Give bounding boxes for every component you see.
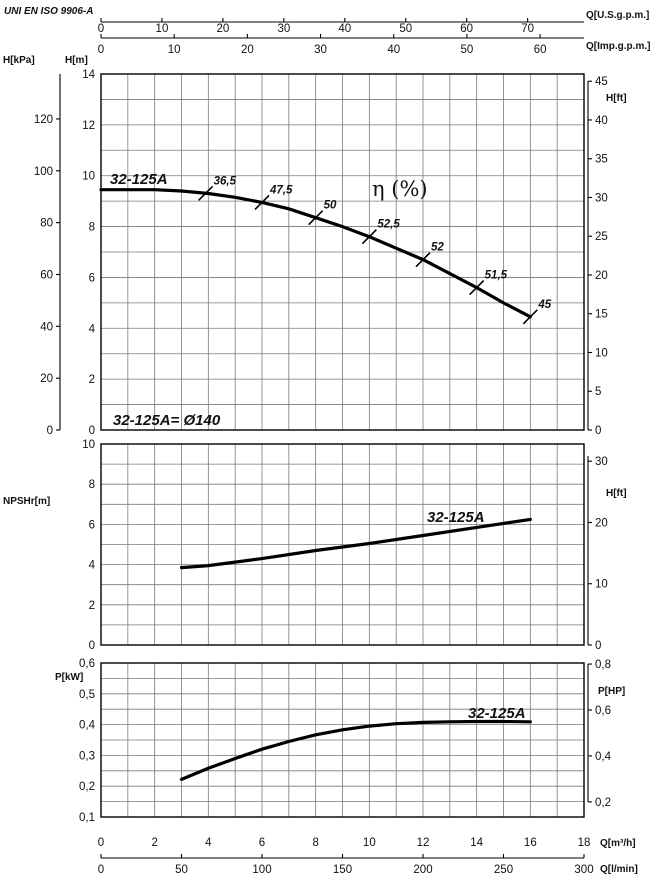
- hm-tick-label: 12: [82, 119, 95, 132]
- impgpm-tick-label: 60: [533, 44, 547, 56]
- lmin-tick-label: 0: [97, 864, 105, 876]
- usgpm-axis-label: Q[U.S.g.p.m.]: [586, 10, 650, 21]
- impgpm-tick-label: 0: [97, 44, 105, 56]
- m3h-tick-label: 10: [362, 837, 376, 849]
- hp-tick-label: 0,2: [595, 796, 611, 809]
- efficiency-label: 52,5: [377, 218, 400, 231]
- kpa-tick-label: 100: [33, 165, 53, 178]
- usgpm-tick-label: 20: [216, 23, 230, 35]
- efficiency-label: 45: [538, 298, 552, 311]
- hft-tick-label: 5: [595, 386, 602, 399]
- hp-tick-label: 0,8: [595, 659, 611, 672]
- efficiency-label: 52: [431, 241, 444, 254]
- efficiency-label: 36,5: [213, 175, 237, 188]
- efficiency-label: 47,5: [270, 184, 293, 197]
- usgpm-tick-label: 40: [338, 23, 352, 35]
- kpa-axis-label: H[kPa]: [3, 55, 35, 66]
- efficiency-label: 51,5: [484, 269, 508, 282]
- impeller-note: 32-125A= Ø140: [113, 412, 221, 429]
- kpa-tick-label: 60: [40, 269, 53, 282]
- hft-tick-label: 45: [595, 76, 608, 89]
- m3h-tick-label: 6: [258, 837, 266, 849]
- hft-tick-label: 30: [595, 192, 608, 205]
- impgpm-tick-label: 50: [460, 44, 474, 56]
- lmin-tick-label: 300: [574, 864, 594, 876]
- kw-axis-label: P[kW]: [55, 672, 84, 683]
- hm-tick-label: 6: [88, 272, 95, 285]
- m3h-tick-label: 2: [151, 837, 158, 849]
- power-curve-label: 32-125A: [468, 705, 526, 722]
- hft-tick-label: 35: [595, 153, 608, 166]
- m3h-tick-label: 4: [205, 837, 212, 849]
- impgpm-axis-label: Q[Imp.g.p.m.]: [586, 41, 651, 52]
- efficiency-axis-label: η (%): [372, 177, 428, 201]
- m3h-tick-label: 0: [97, 837, 105, 849]
- kpa-tick-label: 80: [40, 217, 53, 230]
- kpa-tick-label: 40: [40, 321, 53, 334]
- m3h-tick-label: 18: [577, 837, 591, 849]
- npsh-ft-tick-label: 20: [595, 517, 608, 530]
- lmin-tick-label: 150: [332, 864, 353, 876]
- hp-tick-label: 0,4: [595, 750, 611, 763]
- kw-tick-label: 0,4: [79, 719, 95, 732]
- usgpm-tick-label: 60: [460, 23, 474, 35]
- npsh-tick-label: 8: [88, 479, 95, 492]
- kw-tick-label: 0,2: [79, 781, 95, 794]
- lmin-tick-label: 200: [413, 864, 433, 876]
- kw-tick-label: 0,5: [79, 688, 95, 701]
- impgpm-tick-label: 20: [240, 44, 254, 56]
- lmin-axis-label: Q[l/min]: [600, 864, 638, 875]
- chart-title: UNI EN ISO 9906-A: [4, 6, 94, 17]
- hft-tick-label: 0: [595, 425, 602, 437]
- npsh-tick-label: 4: [88, 559, 95, 572]
- hm-tick-label: 2: [88, 374, 95, 387]
- m3h-tick-label: 14: [470, 837, 484, 849]
- hm-tick-label: 0: [88, 425, 95, 437]
- m3h-axis-label: Q[m³/h]: [600, 838, 636, 849]
- npsh-tick-label: 2: [88, 599, 95, 612]
- npsh-axis-label: NPSHr[m]: [3, 496, 51, 507]
- efficiency-label: 50: [323, 199, 337, 212]
- npsh-curve-line: [182, 519, 531, 567]
- hft-tick-label: 25: [595, 231, 608, 244]
- lmin-tick-label: 250: [493, 864, 514, 876]
- usgpm-tick-label: 70: [521, 23, 535, 35]
- head-curve-label: 32-125A: [110, 171, 168, 188]
- kpa-tick-label: 120: [33, 113, 53, 126]
- m3h-tick-label: 12: [416, 837, 430, 849]
- hft-axis-label: H[ft]: [606, 93, 627, 104]
- hp-tick-label: 0,6: [595, 704, 611, 717]
- hft-tick-label: 40: [595, 114, 608, 127]
- hft-tick-label: 20: [595, 269, 608, 282]
- npsh-curve-label: 32-125A: [427, 509, 485, 526]
- npsh-ft-tick-label: 10: [595, 578, 608, 591]
- npsh-ft-axis-label: H[ft]: [606, 488, 627, 499]
- npsh-ft-tick-label: 0: [595, 640, 602, 652]
- hft-tick-label: 15: [595, 308, 608, 321]
- npsh-tick-label: 0: [88, 640, 95, 652]
- hm-tick-label: 4: [88, 323, 95, 336]
- kpa-tick-label: 0: [46, 425, 53, 437]
- npsh-tick-label: 10: [82, 439, 95, 451]
- kw-tick-label: 0,1: [79, 812, 95, 824]
- usgpm-tick-label: 50: [399, 23, 413, 35]
- kw-tick-label: 0,6: [79, 658, 95, 670]
- kpa-tick-label: 20: [40, 373, 53, 386]
- npsh-tick-label: 6: [88, 519, 95, 532]
- impgpm-tick-label: 10: [167, 44, 181, 56]
- hp-axis-label: P[HP]: [598, 686, 626, 697]
- lmin-tick-label: 50: [175, 864, 188, 876]
- usgpm-tick-label: 0: [97, 23, 105, 35]
- hm-axis-label: H[m]: [65, 55, 88, 66]
- hm-tick-label: 10: [82, 170, 95, 183]
- npsh-ft-tick-label: 30: [595, 456, 608, 469]
- hft-tick-label: 10: [595, 347, 608, 360]
- hm-tick-label: 14: [82, 69, 95, 81]
- hm-tick-label: 8: [88, 221, 95, 234]
- lmin-tick-label: 100: [252, 864, 272, 876]
- impgpm-tick-label: 40: [387, 44, 401, 56]
- m3h-tick-label: 8: [312, 837, 319, 849]
- impgpm-tick-label: 30: [314, 44, 327, 56]
- kw-tick-label: 0,3: [79, 750, 95, 763]
- usgpm-tick-label: 10: [155, 23, 169, 35]
- usgpm-tick-label: 30: [277, 23, 291, 35]
- m3h-tick-label: 16: [523, 837, 537, 849]
